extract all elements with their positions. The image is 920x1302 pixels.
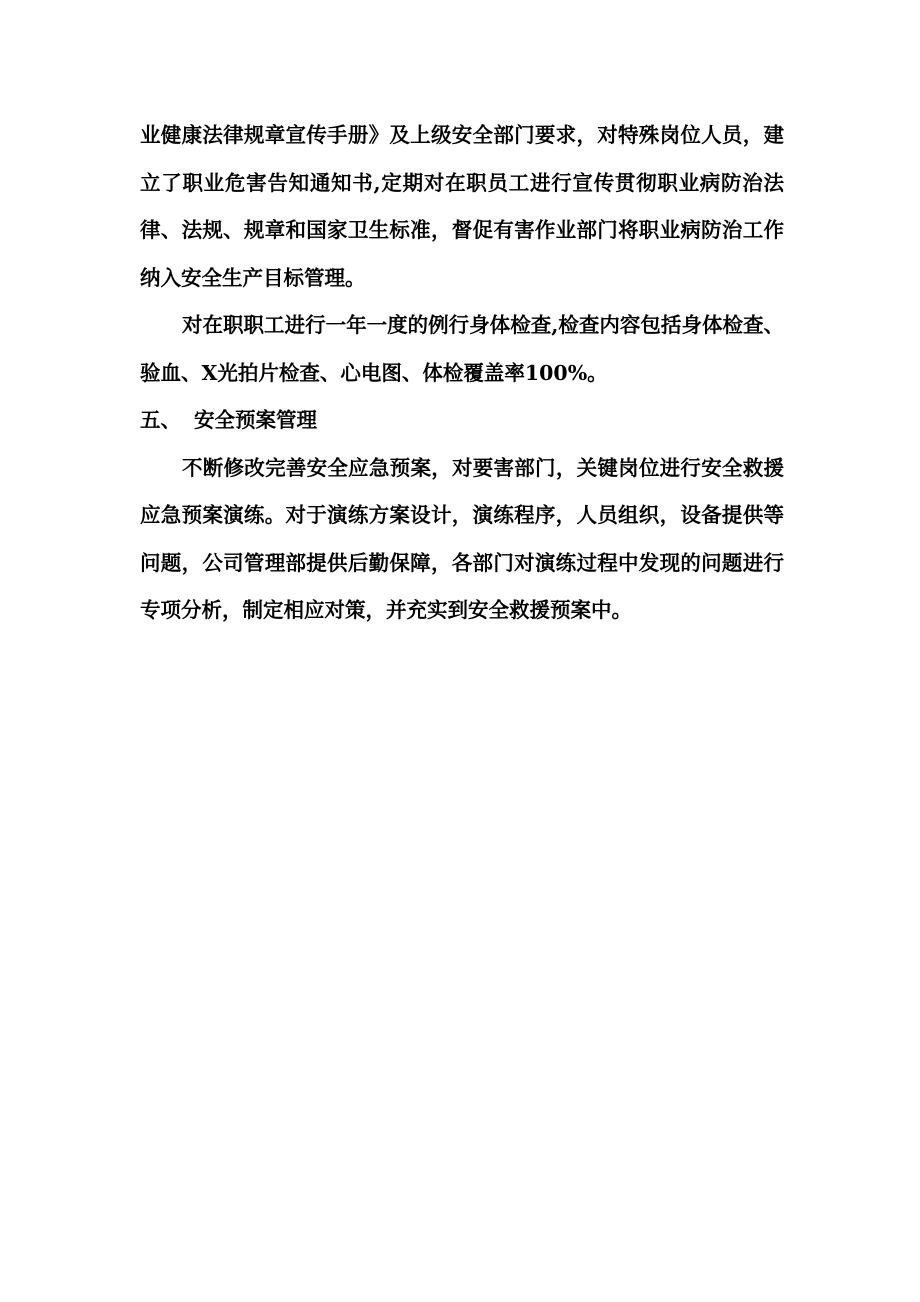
paragraph-annual-physical-exam: 对在职职工进行一年一度的例行身体检查,检查内容包括身体检查、验血、X光拍片检查、心电图、体检覆盖率100%。 xyxy=(140,313,784,385)
section-heading xyxy=(140,397,784,445)
document-body xyxy=(140,112,784,635)
section-number: 五、 xyxy=(140,408,181,432)
paragraph-emergency-plan: 不断修改完善安全应急预案，对要害部门，关键岗位进行安全救援应急预案演练。对于演练方案设计，演练程序，人员组织，设备提供等问题，公司管理部提供后勤保障，各部门对演练过程中发现的问题进行专项分析，制定相应对策，并充实到安全救援预案中。 xyxy=(140,455,784,622)
paragraph-occupational-health-publicity: 业健康法律规章宣传手册》及上级安全部门要求，对特殊岗位人员，建立了职业危害告知通知书,定期对在职员工进行宣传贯彻职业病防治法律、法规、规章和国家卫生标准，督促有害作业部门将职业病防治工作纳入安全生产目标管理。 xyxy=(140,123,784,290)
section-title: 安全预案管理 xyxy=(194,408,317,432)
